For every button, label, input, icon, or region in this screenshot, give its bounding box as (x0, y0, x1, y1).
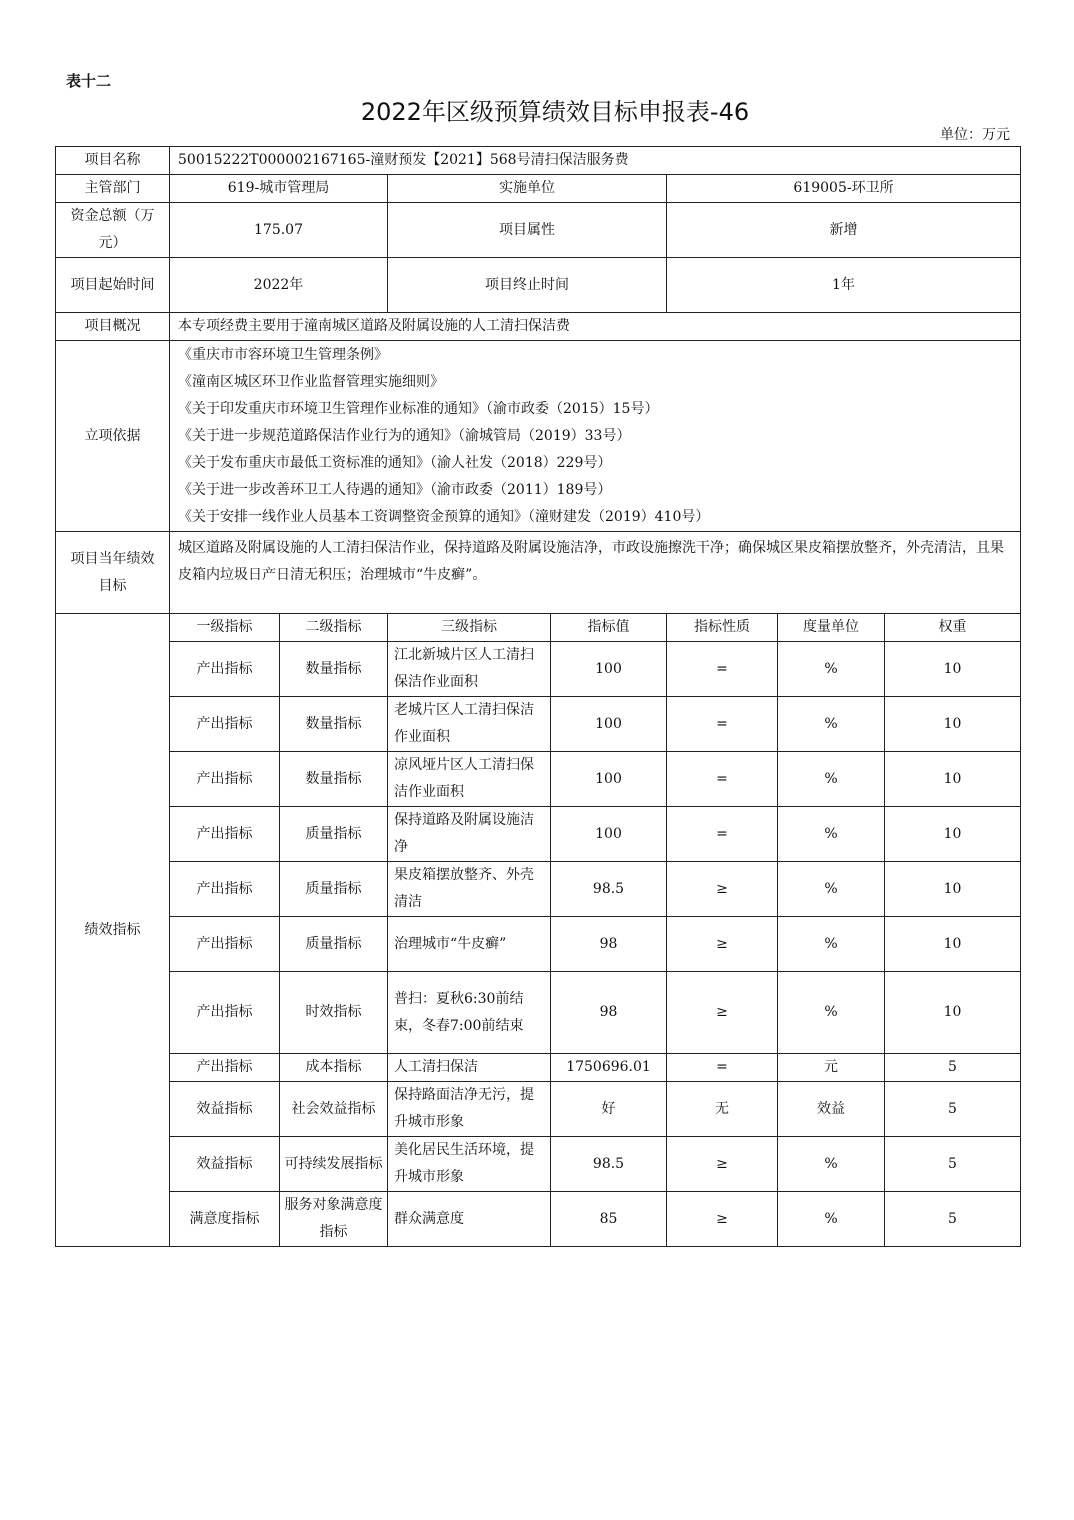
weight-cell: 10 (885, 862, 1021, 917)
dept-label: 主管部门 (56, 175, 170, 203)
basis-item: 《重庆市市容环境卫生管理条例》 (178, 346, 388, 363)
start-value: 2022年 (170, 258, 388, 313)
value-cell: 100 (551, 752, 667, 807)
start-label: 项目起始时间 (56, 258, 170, 313)
level1-cell: 满意度指标 (170, 1192, 280, 1247)
level1-cell: 产出指标 (170, 917, 280, 972)
project-name-value: 50015222T000002167165-潼财预发【2021】568号清扫保洁服务费 (170, 147, 1021, 175)
end-label: 项目终止时间 (388, 258, 667, 313)
header-level2: 二级指标 (280, 614, 388, 642)
indicator-row (56, 807, 1021, 862)
basis-list (170, 341, 1021, 532)
level2-cell: 数量指标 (280, 642, 388, 697)
value-cell: 85 (551, 1192, 667, 1247)
level3-cell: 美化居民生活环境，提升城市形象 (388, 1137, 551, 1192)
level2-cell: 可持续发展指标 (280, 1137, 388, 1192)
indicator-row (56, 1082, 1021, 1137)
weight-cell: 10 (885, 807, 1021, 862)
indicator-row (56, 1137, 1021, 1192)
unit-label: 单位：万元 (940, 127, 1010, 143)
basis-item: 《关于进一步改善环卫工人待遇的通知》（渝市政委（2011）189号） (178, 481, 612, 498)
nature-cell: ≥ (667, 972, 778, 1054)
end-value: 1年 (667, 258, 1021, 313)
weight-cell: 10 (885, 917, 1021, 972)
weight-cell: 5 (885, 1192, 1021, 1247)
value-cell: 98 (551, 917, 667, 972)
value-cell: 98.5 (551, 1137, 667, 1192)
nature-cell: ≥ (667, 917, 778, 972)
unit-cell: 元 (778, 1054, 885, 1082)
weight-cell: 5 (885, 1082, 1021, 1137)
weight-cell: 10 (885, 752, 1021, 807)
value-cell: 100 (551, 642, 667, 697)
indicator-row (56, 917, 1021, 972)
header-value: 指标值 (551, 614, 667, 642)
header-unit: 度量单位 (778, 614, 885, 642)
value-cell: 98.5 (551, 862, 667, 917)
level3-cell: 人工清扫保洁 (388, 1054, 551, 1082)
header-nature: 指标性质 (667, 614, 778, 642)
goal-value: 城区道路及附属设施的人工清扫保洁作业，保持道路及附属设施洁净，市政设施擦洗干净；确保城区果皮箱摆放整齐，外壳清洁，且果皮箱内垃圾日产日清无积压；治理城市“牛皮癣”。 (170, 532, 1021, 614)
nature-cell: = (667, 697, 778, 752)
level2-cell: 时效指标 (280, 972, 388, 1054)
weight-cell: 5 (885, 1137, 1021, 1192)
basis-item: 《关于发布重庆市最低工资标准的通知》（渝人社发（2018）229号） (178, 454, 612, 471)
weight-cell: 10 (885, 642, 1021, 697)
impl-value: 619005-环卫所 (667, 175, 1021, 203)
nature-cell: = (667, 642, 778, 697)
nature-cell: ≥ (667, 862, 778, 917)
value-cell: 98 (551, 972, 667, 1054)
indicator-row (56, 752, 1021, 807)
overview-label: 项目概况 (56, 313, 170, 341)
level1-cell: 产出指标 (170, 862, 280, 917)
level3-cell: 保持道路及附属设施洁净 (388, 807, 551, 862)
value-cell: 100 (551, 697, 667, 752)
attr-label: 项目属性 (388, 203, 667, 258)
unit-cell: % (778, 1137, 885, 1192)
indicators-section-label: 绩效指标 (56, 614, 170, 1247)
level3-cell: 凉风垭片区人工清扫保洁作业面积 (388, 752, 551, 807)
level3-cell: 普扫：夏秋6:30前结束，冬春7:00前结束 (388, 972, 551, 1054)
level1-cell: 产出指标 (170, 807, 280, 862)
fund-value: 175.07 (170, 203, 388, 258)
level1-cell: 产出指标 (170, 1054, 280, 1082)
nature-cell: = (667, 1054, 778, 1082)
unit-cell: % (778, 862, 885, 917)
level1-cell: 效益指标 (170, 1082, 280, 1137)
nature-cell: = (667, 807, 778, 862)
level3-cell: 群众满意度 (388, 1192, 551, 1247)
table-number: 表十二 (66, 72, 112, 90)
unit-cell: % (778, 642, 885, 697)
dept-value: 619-城市管理局 (170, 175, 388, 203)
fund-label: 资金总额（万元） (56, 203, 170, 258)
level1-cell: 产出指标 (170, 972, 280, 1054)
level2-cell: 质量指标 (280, 862, 388, 917)
indicator-row (56, 1192, 1021, 1247)
header-weight: 权重 (885, 614, 1021, 642)
level3-cell: 保持路面洁净无污，提升城市形象 (388, 1082, 551, 1137)
unit-cell: % (778, 697, 885, 752)
indicator-row (56, 862, 1021, 917)
weight-cell: 5 (885, 1054, 1021, 1082)
nature-cell: ≥ (667, 1137, 778, 1192)
level2-cell: 社会效益指标 (280, 1082, 388, 1137)
unit-cell: 效益 (778, 1082, 885, 1137)
level2-cell: 数量指标 (280, 752, 388, 807)
basis-item: 《潼南区城区环卫作业监督管理实施细则》 (178, 373, 444, 390)
basis-item: 《关于进一步规范道路保洁作业行为的通知》（渝城管局（2019）33号） (178, 427, 631, 444)
nature-cell: 无 (667, 1082, 778, 1137)
indicator-row (56, 642, 1021, 697)
indicator-row (56, 972, 1021, 1054)
level2-cell: 成本指标 (280, 1054, 388, 1082)
level2-cell: 质量指标 (280, 807, 388, 862)
basis-item: 《关于印发重庆市环境卫生管理作业标准的通知》（渝市政委（2015）15号） (178, 400, 659, 417)
indicator-row (56, 697, 1021, 752)
value-cell: 1750696.01 (551, 1054, 667, 1082)
nature-cell: = (667, 752, 778, 807)
basis-item: 《关于安排一线作业人员基本工资调整资金预算的通知》（潼财建发（2019）410号） (178, 508, 710, 525)
impl-label: 实施单位 (388, 175, 667, 203)
header-level3: 三级指标 (388, 614, 551, 642)
overview-value: 本专项经费主要用于潼南城区道路及附属设施的人工清扫保洁费 (170, 313, 1021, 341)
level2-cell: 质量指标 (280, 917, 388, 972)
unit-cell: % (778, 752, 885, 807)
level3-cell: 果皮箱摆放整齐、外壳清洁 (388, 862, 551, 917)
value-cell: 好 (551, 1082, 667, 1137)
weight-cell: 10 (885, 697, 1021, 752)
attr-value: 新增 (667, 203, 1021, 258)
basis-label: 立项依据 (56, 341, 170, 532)
unit-cell: % (778, 807, 885, 862)
level1-cell: 产出指标 (170, 697, 280, 752)
level3-cell: 老城片区人工清扫保洁作业面积 (388, 697, 551, 752)
indicator-row (56, 1054, 1021, 1082)
level2-cell: 服务对象满意度指标 (280, 1192, 388, 1247)
unit-cell: % (778, 1192, 885, 1247)
budget-table (55, 146, 1021, 1247)
level1-cell: 产出指标 (170, 642, 280, 697)
page-title: 2022年区级预算绩效目标申报表-46 (360, 98, 750, 126)
level3-cell: 治理城市“牛皮癣” (388, 917, 551, 972)
nature-cell: ≥ (667, 1192, 778, 1247)
goal-label: 项目当年绩效目标 (56, 532, 170, 614)
level2-cell: 数量指标 (280, 697, 388, 752)
level3-cell: 江北新城片区人工清扫保洁作业面积 (388, 642, 551, 697)
unit-cell: % (778, 917, 885, 972)
unit-cell: % (778, 972, 885, 1054)
weight-cell: 10 (885, 972, 1021, 1054)
project-name-label: 项目名称 (56, 147, 170, 175)
value-cell: 100 (551, 807, 667, 862)
header-level1: 一级指标 (170, 614, 280, 642)
level1-cell: 效益指标 (170, 1137, 280, 1192)
level1-cell: 产出指标 (170, 752, 280, 807)
